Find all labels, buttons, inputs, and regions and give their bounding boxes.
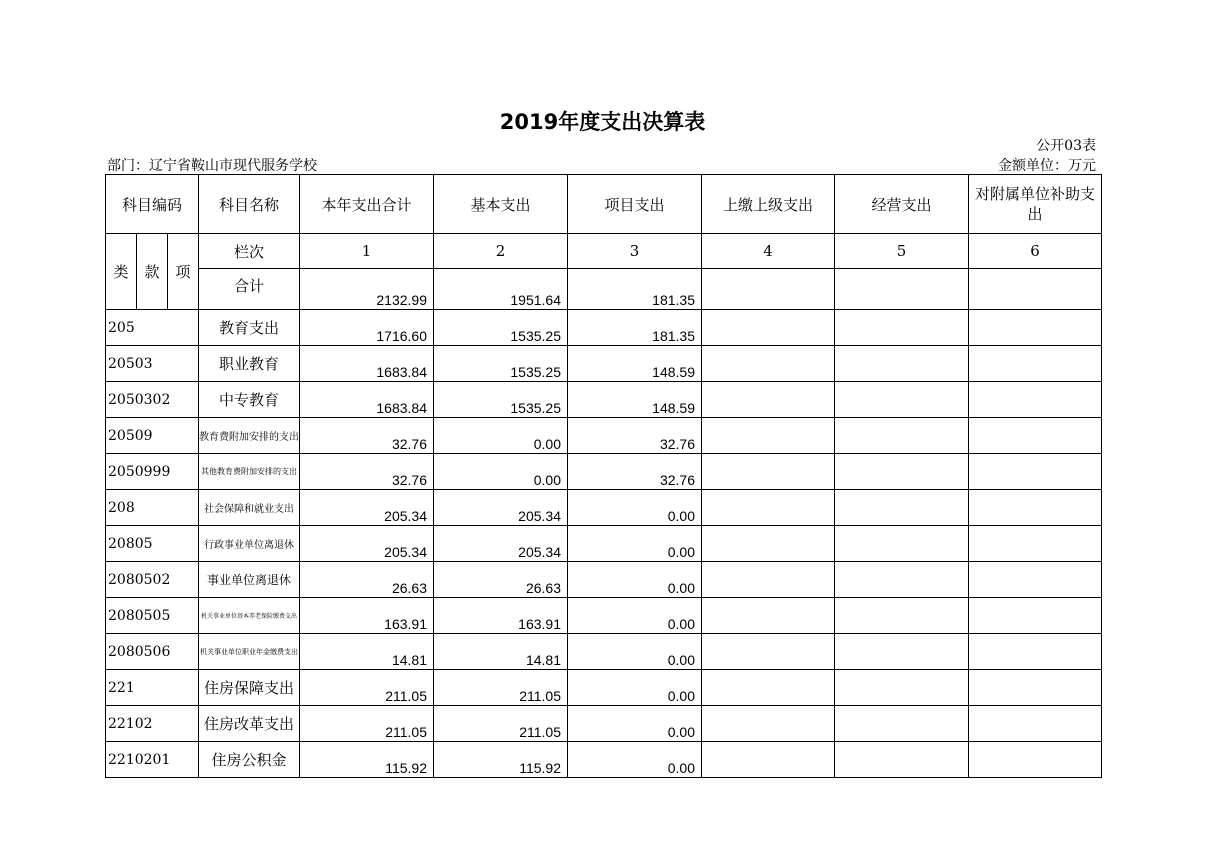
- table-row: [106, 382, 1102, 418]
- row-subsidy: [969, 670, 1102, 706]
- row-subsidy: [969, 742, 1102, 778]
- row-operating: [835, 490, 969, 526]
- row-subsidy: [969, 526, 1102, 562]
- row-basic: 14.81: [434, 634, 568, 670]
- header-remit-superior: 上缴上级支出: [702, 175, 835, 234]
- row-subsidy: [969, 706, 1102, 742]
- row-code: 2080502: [106, 562, 199, 598]
- row-basic: 26.63: [434, 562, 568, 598]
- row-subsidy: [969, 382, 1102, 418]
- header-kuan: 款: [137, 234, 168, 310]
- col-num-5: 5: [835, 234, 969, 269]
- row-total: 211.05: [300, 706, 434, 742]
- row-code: 20503: [106, 346, 199, 382]
- row-code: 2080505: [106, 598, 199, 634]
- header-subsidy-affiliated: 对附属单位补助支出: [969, 175, 1102, 234]
- header-project: 项目支出: [568, 175, 702, 234]
- header-lei: 类: [106, 234, 137, 310]
- row-project: 0.00: [568, 742, 702, 778]
- row-subsidy: [969, 418, 1102, 454]
- row-remit-superior: [702, 454, 835, 490]
- sum-project: 181.35: [568, 269, 702, 310]
- row-subsidy: [969, 598, 1102, 634]
- row-project: 148.59: [568, 382, 702, 418]
- row-remit-superior: [702, 670, 835, 706]
- header-column-order: 栏次: [199, 234, 300, 269]
- row-basic: 163.91: [434, 598, 568, 634]
- page-title: 2019年度支出决算表: [499, 110, 706, 134]
- row-total: 115.92: [300, 742, 434, 778]
- table-row: [106, 598, 1102, 634]
- row-total: 205.34: [300, 526, 434, 562]
- row-remit-superior: [702, 598, 835, 634]
- header-basic: 基本支出: [434, 175, 568, 234]
- row-project: 0.00: [568, 526, 702, 562]
- unit-label: 金额单位：万元: [998, 158, 1096, 174]
- row-remit-superior: [702, 562, 835, 598]
- row-subsidy: [969, 454, 1102, 490]
- table-row: [106, 454, 1102, 490]
- table-row: [106, 310, 1102, 346]
- row-total: 32.76: [300, 418, 434, 454]
- row-remit-superior: [702, 526, 835, 562]
- row-total: 1716.60: [300, 310, 434, 346]
- row-subsidy: [969, 346, 1102, 382]
- row-name: 其他教育费附加安排的支出: [199, 454, 300, 490]
- sum-row: [106, 269, 1102, 310]
- row-name: 住房公积金: [199, 742, 300, 778]
- header-subject-name: 科目名称: [199, 175, 300, 234]
- sum-basic: 1951.64: [434, 269, 568, 310]
- row-basic: 211.05: [434, 706, 568, 742]
- row-project: 0.00: [568, 562, 702, 598]
- row-project: 0.00: [568, 598, 702, 634]
- row-project: 32.76: [568, 454, 702, 490]
- row-operating: [835, 706, 969, 742]
- table-row: [106, 562, 1102, 598]
- row-basic: 205.34: [434, 526, 568, 562]
- row-name: 教育支出: [199, 310, 300, 346]
- row-operating: [835, 346, 969, 382]
- expenditure-table: [105, 174, 1102, 778]
- row-name: 机关事业单位基本养老保险缴费支出: [199, 598, 300, 634]
- row-name: 事业单位离退休: [199, 562, 300, 598]
- row-name: 社会保障和就业支出: [199, 490, 300, 526]
- row-code: 205: [106, 310, 199, 346]
- row-code: 20509: [106, 418, 199, 454]
- row-total: 1683.84: [300, 346, 434, 382]
- row-name: 职业教育: [199, 346, 300, 382]
- row-total: 14.81: [300, 634, 434, 670]
- row-name: 机关事业单位职业年金缴费支出: [199, 634, 300, 670]
- row-code: 208: [106, 490, 199, 526]
- header-subject-code: 科目编码: [106, 175, 199, 234]
- table-row: [106, 526, 1102, 562]
- table-row: [106, 634, 1102, 670]
- row-total: 163.91: [300, 598, 434, 634]
- table-row: [106, 670, 1102, 706]
- row-operating: [835, 742, 969, 778]
- column-order-row: [106, 234, 1102, 269]
- row-project: 0.00: [568, 670, 702, 706]
- row-total: 32.76: [300, 454, 434, 490]
- row-code: 2080506: [106, 634, 199, 670]
- row-basic: 205.34: [434, 490, 568, 526]
- row-operating: [835, 454, 969, 490]
- row-project: 148.59: [568, 346, 702, 382]
- row-operating: [835, 526, 969, 562]
- sum-total: 2132.99: [300, 269, 434, 310]
- col-num-3: 3: [568, 234, 702, 269]
- row-project: 0.00: [568, 634, 702, 670]
- sum-label: 合计: [199, 269, 300, 310]
- row-subsidy: [969, 310, 1102, 346]
- table-row: [106, 742, 1102, 778]
- row-total: 1683.84: [300, 382, 434, 418]
- row-project: 181.35: [568, 310, 702, 346]
- row-basic: 1535.25: [434, 382, 568, 418]
- row-subsidy: [969, 634, 1102, 670]
- row-code: 22102: [106, 706, 199, 742]
- row-name: 住房保障支出: [199, 670, 300, 706]
- row-code: 20805: [106, 526, 199, 562]
- header-xiang: 项: [168, 234, 199, 310]
- row-name: 住房改革支出: [199, 706, 300, 742]
- col-num-2: 2: [434, 234, 568, 269]
- row-remit-superior: [702, 634, 835, 670]
- row-name: 中专教育: [199, 382, 300, 418]
- table-row: [106, 490, 1102, 526]
- col-num-6: 6: [969, 234, 1102, 269]
- sum-subsidy: [969, 269, 1102, 310]
- row-basic: 211.05: [434, 670, 568, 706]
- row-basic: 1535.25: [434, 310, 568, 346]
- row-code: 2050302: [106, 382, 199, 418]
- row-remit-superior: [702, 310, 835, 346]
- col-num-4: 4: [702, 234, 835, 269]
- table-row: [106, 706, 1102, 742]
- row-name: 行政事业单位离退休: [199, 526, 300, 562]
- row-remit-superior: [702, 490, 835, 526]
- row-remit-superior: [702, 382, 835, 418]
- row-basic: 0.00: [434, 418, 568, 454]
- row-subsidy: [969, 490, 1102, 526]
- col-num-1: 1: [300, 234, 434, 269]
- row-operating: [835, 634, 969, 670]
- sum-operating: [835, 269, 969, 310]
- row-remit-superior: [702, 706, 835, 742]
- row-operating: [835, 562, 969, 598]
- row-operating: [835, 418, 969, 454]
- row-total: 211.05: [300, 670, 434, 706]
- row-remit-superior: [702, 742, 835, 778]
- row-code: 2210201: [106, 742, 199, 778]
- row-project: 0.00: [568, 490, 702, 526]
- row-code: 221: [106, 670, 199, 706]
- row-remit-superior: [702, 346, 835, 382]
- header-row: [106, 175, 1102, 234]
- department-label: 部门：辽宁省鞍山市现代服务学校: [107, 158, 317, 174]
- row-operating: [835, 670, 969, 706]
- row-name: 教育费附加安排的支出: [199, 418, 300, 454]
- row-basic: 115.92: [434, 742, 568, 778]
- row-operating: [835, 310, 969, 346]
- row-project: 0.00: [568, 706, 702, 742]
- header-operating: 经营支出: [835, 175, 969, 234]
- row-basic: 0.00: [434, 454, 568, 490]
- sum-remit-superior: [702, 269, 835, 310]
- row-remit-superior: [702, 418, 835, 454]
- row-subsidy: [969, 562, 1102, 598]
- row-total: 26.63: [300, 562, 434, 598]
- row-basic: 1535.25: [434, 346, 568, 382]
- table-row: [106, 418, 1102, 454]
- header-total: 本年支出合计: [300, 175, 434, 234]
- row-operating: [835, 382, 969, 418]
- row-project: 32.76: [568, 418, 702, 454]
- row-code: 2050999: [106, 454, 199, 490]
- row-total: 205.34: [300, 490, 434, 526]
- table-row: [106, 346, 1102, 382]
- form-code: 公开03表: [1036, 138, 1096, 154]
- row-operating: [835, 598, 969, 634]
